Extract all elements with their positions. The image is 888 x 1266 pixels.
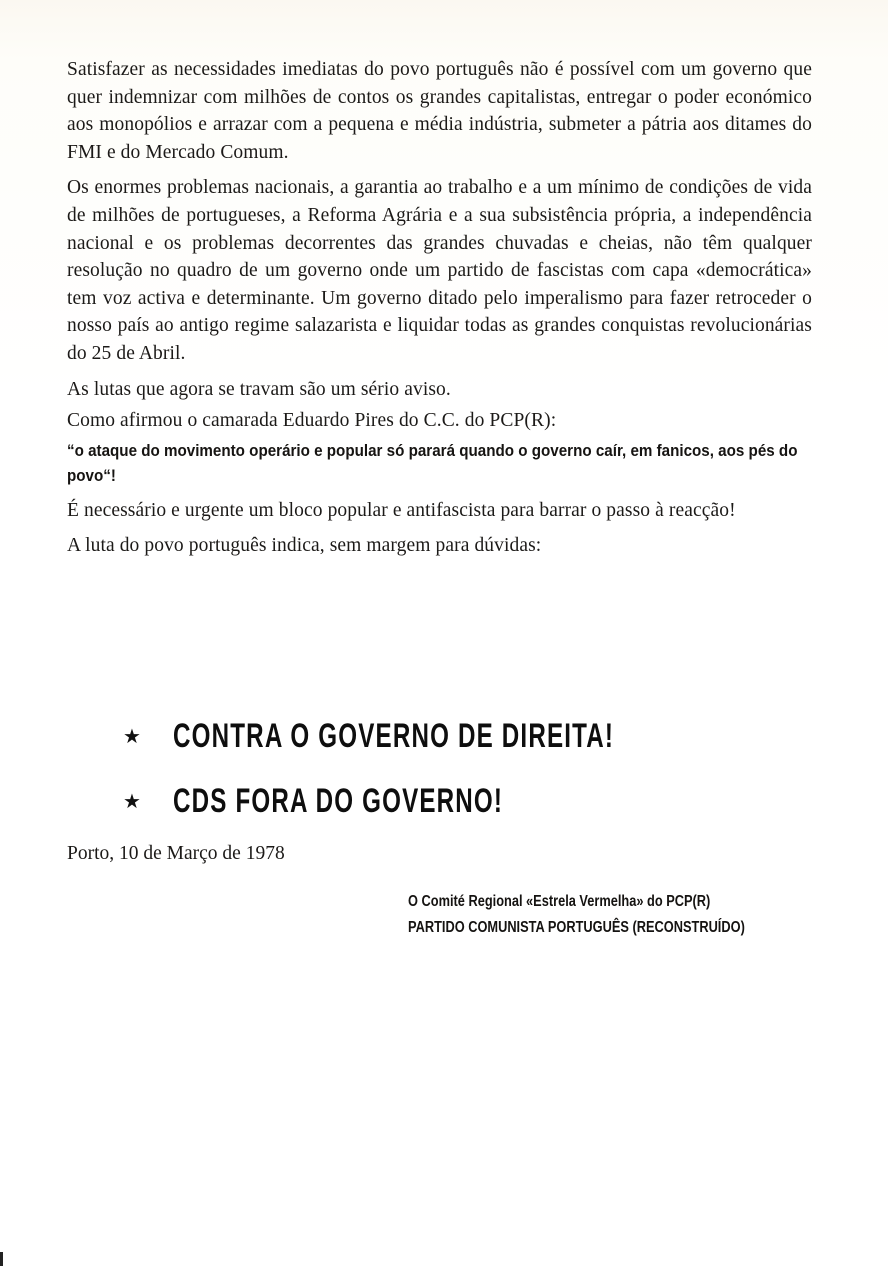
signature-block bbox=[408, 889, 745, 941]
signature-party: PARTIDO COMUNISTA PORTUGUÊS (RECONSTRUÍDO) bbox=[408, 919, 745, 936]
paragraph-quote-intro: Como afirmou o camarada Eduardo Pires do C.C. do PCP(R): bbox=[67, 410, 557, 432]
slogan-item bbox=[123, 777, 739, 825]
scan-edge-mark bbox=[0, 1252, 3, 1266]
quote-eduardo-pires: “o ataque do movimento operário e popular só parará quando o governo caír, em fanicos, aos pés do povo“! bbox=[67, 441, 798, 485]
paragraph-call-to-action: É necessário e urgente um bloco popular e antifascista para barrar o passo à reacção! bbox=[67, 499, 736, 521]
paragraph-warning: As lutas que agora se travam são um sério aviso. bbox=[67, 378, 451, 400]
slogan-text: CONTRA O GOVERNO DE DIREITA! bbox=[173, 716, 615, 755]
dateline: Porto, 10 de Março de 1978 bbox=[67, 843, 285, 864]
star-icon: ★ bbox=[123, 789, 141, 813]
slogan-text: CDS FORA DO GOVERNO! bbox=[173, 781, 504, 820]
slogan-list bbox=[123, 712, 739, 842]
paragraph-problems: Os enormes problemas nacionais, a garantia ao trabalho e a um mínimo de condições de vida de milhões de portugueses, a Reforma Agrária e a sua subsistência própria, a independência nacional e os problemas decorrentes das grandes chuvadas e cheias, não têm qualquer resolução no quadro de um governo onde um partido de fascistas com capa «democrática» tem voz activa e determinante. Um governo ditado pelo imperalismo para fazer retroceder o nosso país ao antigo regime salazarista e liquidar todas as grandes conquistas revolucionárias do 25 de Abril. bbox=[67, 177, 812, 364]
paragraph-intro: Satisfazer as necessidades imediatas do povo português não é possível com um governo que quer indemnizar com milhões de contos os grandes capitalistas, entregar o poder económico aos monopólios e arrazar com a pequena e média indústria, submeter a pátria aos ditames do FMI e do Mercado Comum. bbox=[67, 59, 812, 163]
slogan-item bbox=[123, 712, 739, 760]
leaflet-body bbox=[67, 56, 812, 568]
star-icon: ★ bbox=[123, 724, 141, 748]
paragraph-conclusion: A luta do povo português indica, sem margem para dúvidas: bbox=[67, 535, 542, 557]
signature-committee: O Comité Regional «Estrela Vermelha» do PCP(R) bbox=[408, 893, 711, 910]
